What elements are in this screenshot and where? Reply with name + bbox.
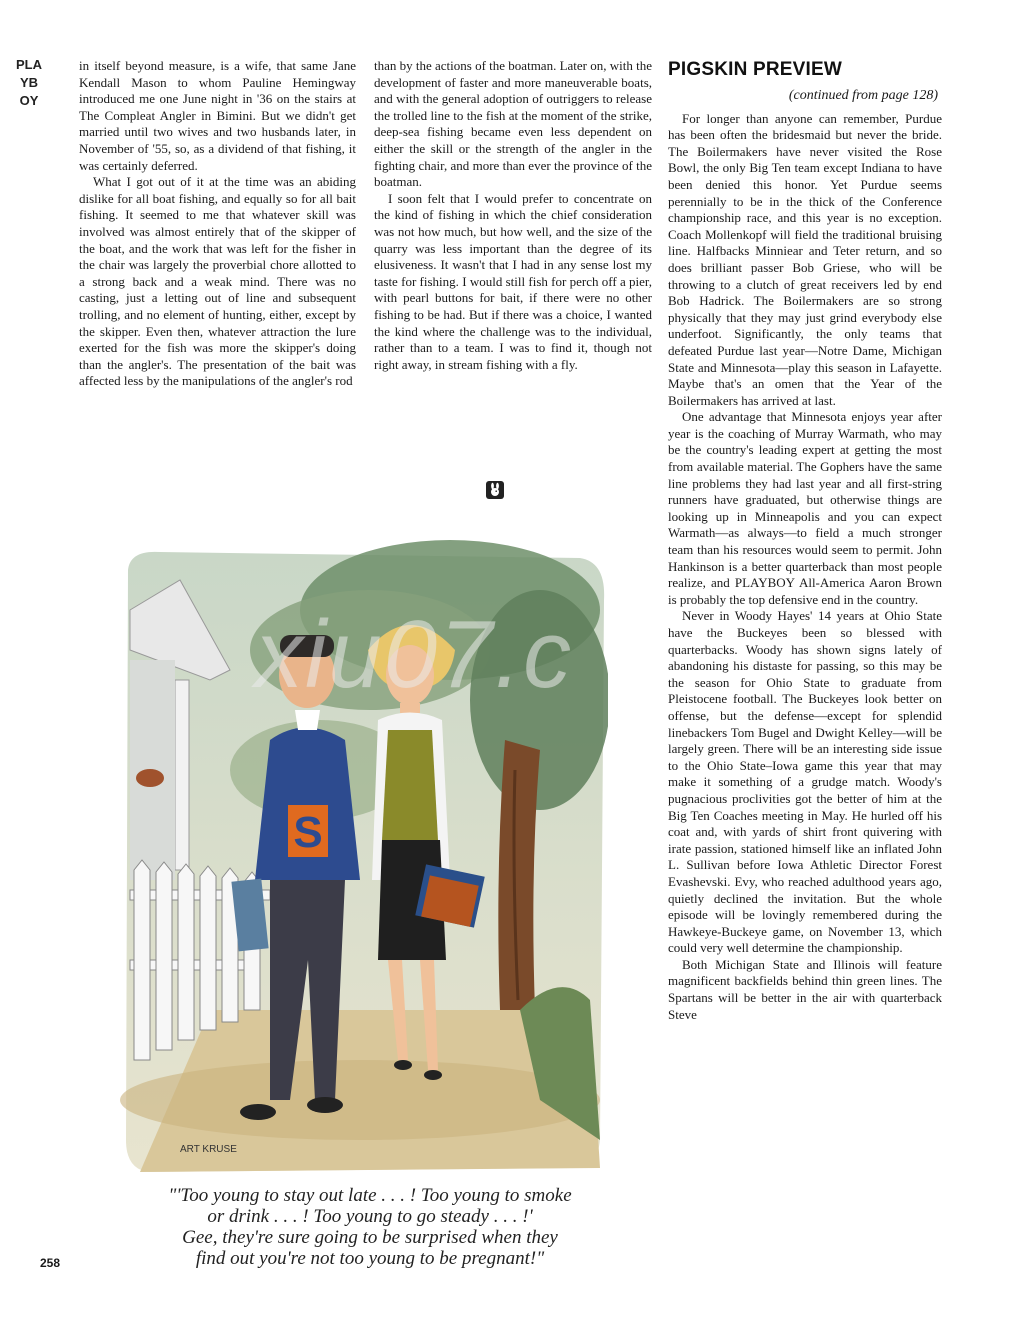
page-number: 258 (40, 1256, 61, 1270)
continued-note: (continued from page 128) (788, 88, 938, 103)
magazine-masthead: PLAYBOY (16, 57, 42, 108)
caption-line: Gee, they're sure going to be surprised when they (182, 1227, 558, 1248)
section-heading: PIGSKIN PREVIEW (668, 59, 843, 80)
article-paragraph: Both Michigan State and Illinois will feature magnificent backfields behind thin green lines. The Spartans will be better in the air with quarterback Steve (668, 956, 942, 1022)
caption-line: "'Too young to stay out late . . . ! Too young to smoke (168, 1185, 572, 1206)
article-paragraph: I soon felt that I would prefer to concentrate on the kind of fishing in which the chief consideration was not how much, but how well, and the size of the quarry was less important than the degree of its elusiveness. It wasn't that I had in any sense lost my taste for fishing. I would still fish for perch off a pier, with pearl buttons for bait, if there were no other fishing to be had. But if there was a choice, I wanted the kind where the challenge was to the individual, rather than to a team. I was to find it, though not right away, in stream fishing with a fly. (374, 190, 652, 372)
article-paragraph: What I got out of it at the time was an abiding dislike for all boat fishing, and equally so for all bait fishing. It seemed to me that whatever skill was involved was almost entirely that of the skipper of the boat, and the work that was left for the fisher in the chair was largely the proverbial chore allotted to a strong back and a weak mind. There was no casting, just a letting out of line and subsequent trolling, and no element of hunting, either, except by the skipper. Even then, whatever attraction the lure exerted for the fish was more the skipper's doing than the angler's. The presentation of the bait was affected less by the manipulations of the angler's rod (79, 174, 356, 389)
article-paragraph: One advantage that Minnesota enjoys year after year is the coaching of Murray Warmath, who may be the country's leading expert at getting the most from available material. The Gophers have the same line problems they had last year and all first-string runners have graduated, but otherwise things are looking up in Minneapolis and you can expect Warmath—as always—to field a much stronger team than his resources would seem to permit. John Hankinson is a better quarterback than most people realize, and PLAYBOY All-America Aaron Brown is probably the top defensive end in the country. (668, 409, 942, 607)
artist-signature: ART KRUSE (180, 1144, 237, 1155)
sweater-letter: S (293, 808, 323, 857)
article-column-2 (374, 58, 652, 373)
cartoon-caption (110, 1185, 630, 1269)
article-column-1 (79, 58, 356, 390)
article-paragraph: than by the actions of the boatman. Later on, with the development of faster and more maneuverable boats, and with the general adoption of outriggers to release the trolled line to the fish at the moment of the strike, deep-sea fishing became even less dependent on either the skill or the strength of the angler in the fighting chair, and more than ever the province of the boatman. (374, 58, 652, 190)
playboy-bunny-end-mark-icon (486, 481, 504, 499)
article-paragraph: in itself beyond measure, is a wife, that same Jane Kendall Mason to whom Pauline Hemingway introduced me one June night in '36 on the stairs at The Compleat Angler in Bimini. But we didn't get married until two wives and two husbands later, in November of '55, so, as a dividend of that fishing, it was certainly deferred. (79, 58, 356, 173)
pigskin-preview-column (668, 58, 942, 1023)
cartoon-illustration (120, 540, 608, 1176)
watermark: xiu07.c (255, 601, 574, 708)
article-paragraph: Never in Woody Hayes' 14 years at Ohio State have the Buckeyes been so blessed with quarterbacks. Woody has shown signs lately of abandoning his distaste for passing, so this may be the season for Ohio State to graduate from Pleistocene football. The Buckeyes look better on offense, but the defense—except for splendid linebackers Tom Bugel and Dwight Kelley—will be largely green. There will be an interesting side issue to the Ohio State–Iowa game this year that may make it something of a grudge match. Woody's pugnacious proclivities got the better of him at the Big Ten Coaches meeting in May. He hurled off his coat and, with yards of shirt front quivering with irate passion, stationed himself like an inflated John L. Sullivan before Iowa Athletic Director Forest Evashevski. Evy, who reached adulthood years ago, quietly declined the invitation. But the whole episode will be lovingly remembered during the Hawkeye-Buckeye game, on November 13, which could very well determine the championship. (668, 608, 942, 956)
article-paragraph: For longer than anyone can remember, Purdue has been often the bridesmaid but never the bride. The Boilermakers have never visited the Rose Bowl, the only Big Ten team except Indiana to have been denied this honor. Yet Purdue seems perennially to be in the thick of the Conference championship race, and this year is no exception. Coach Mollenkopf will field the traditional bruising line. Halfbacks Minniear and Teter return, and so does brilliant passer Bob Griese, who will be throwing to a clutch of great receivers led by end Bob Hadrick. The Boilermakers are so strong physically that they may just grind everybody else underfoot. Significantly, the only teams that defeated Purdue last year—Notre Dame, Michigan State and Minnesota—play this season in Lafayette. Maybe that's an omen that the Year of the Boilermakers has arrived at last. (668, 110, 942, 408)
caption-line: or drink . . . ! Too young to go steady . . . !' (207, 1206, 533, 1227)
caption-line: find out you're not too young to be pregnant!" (195, 1248, 545, 1269)
